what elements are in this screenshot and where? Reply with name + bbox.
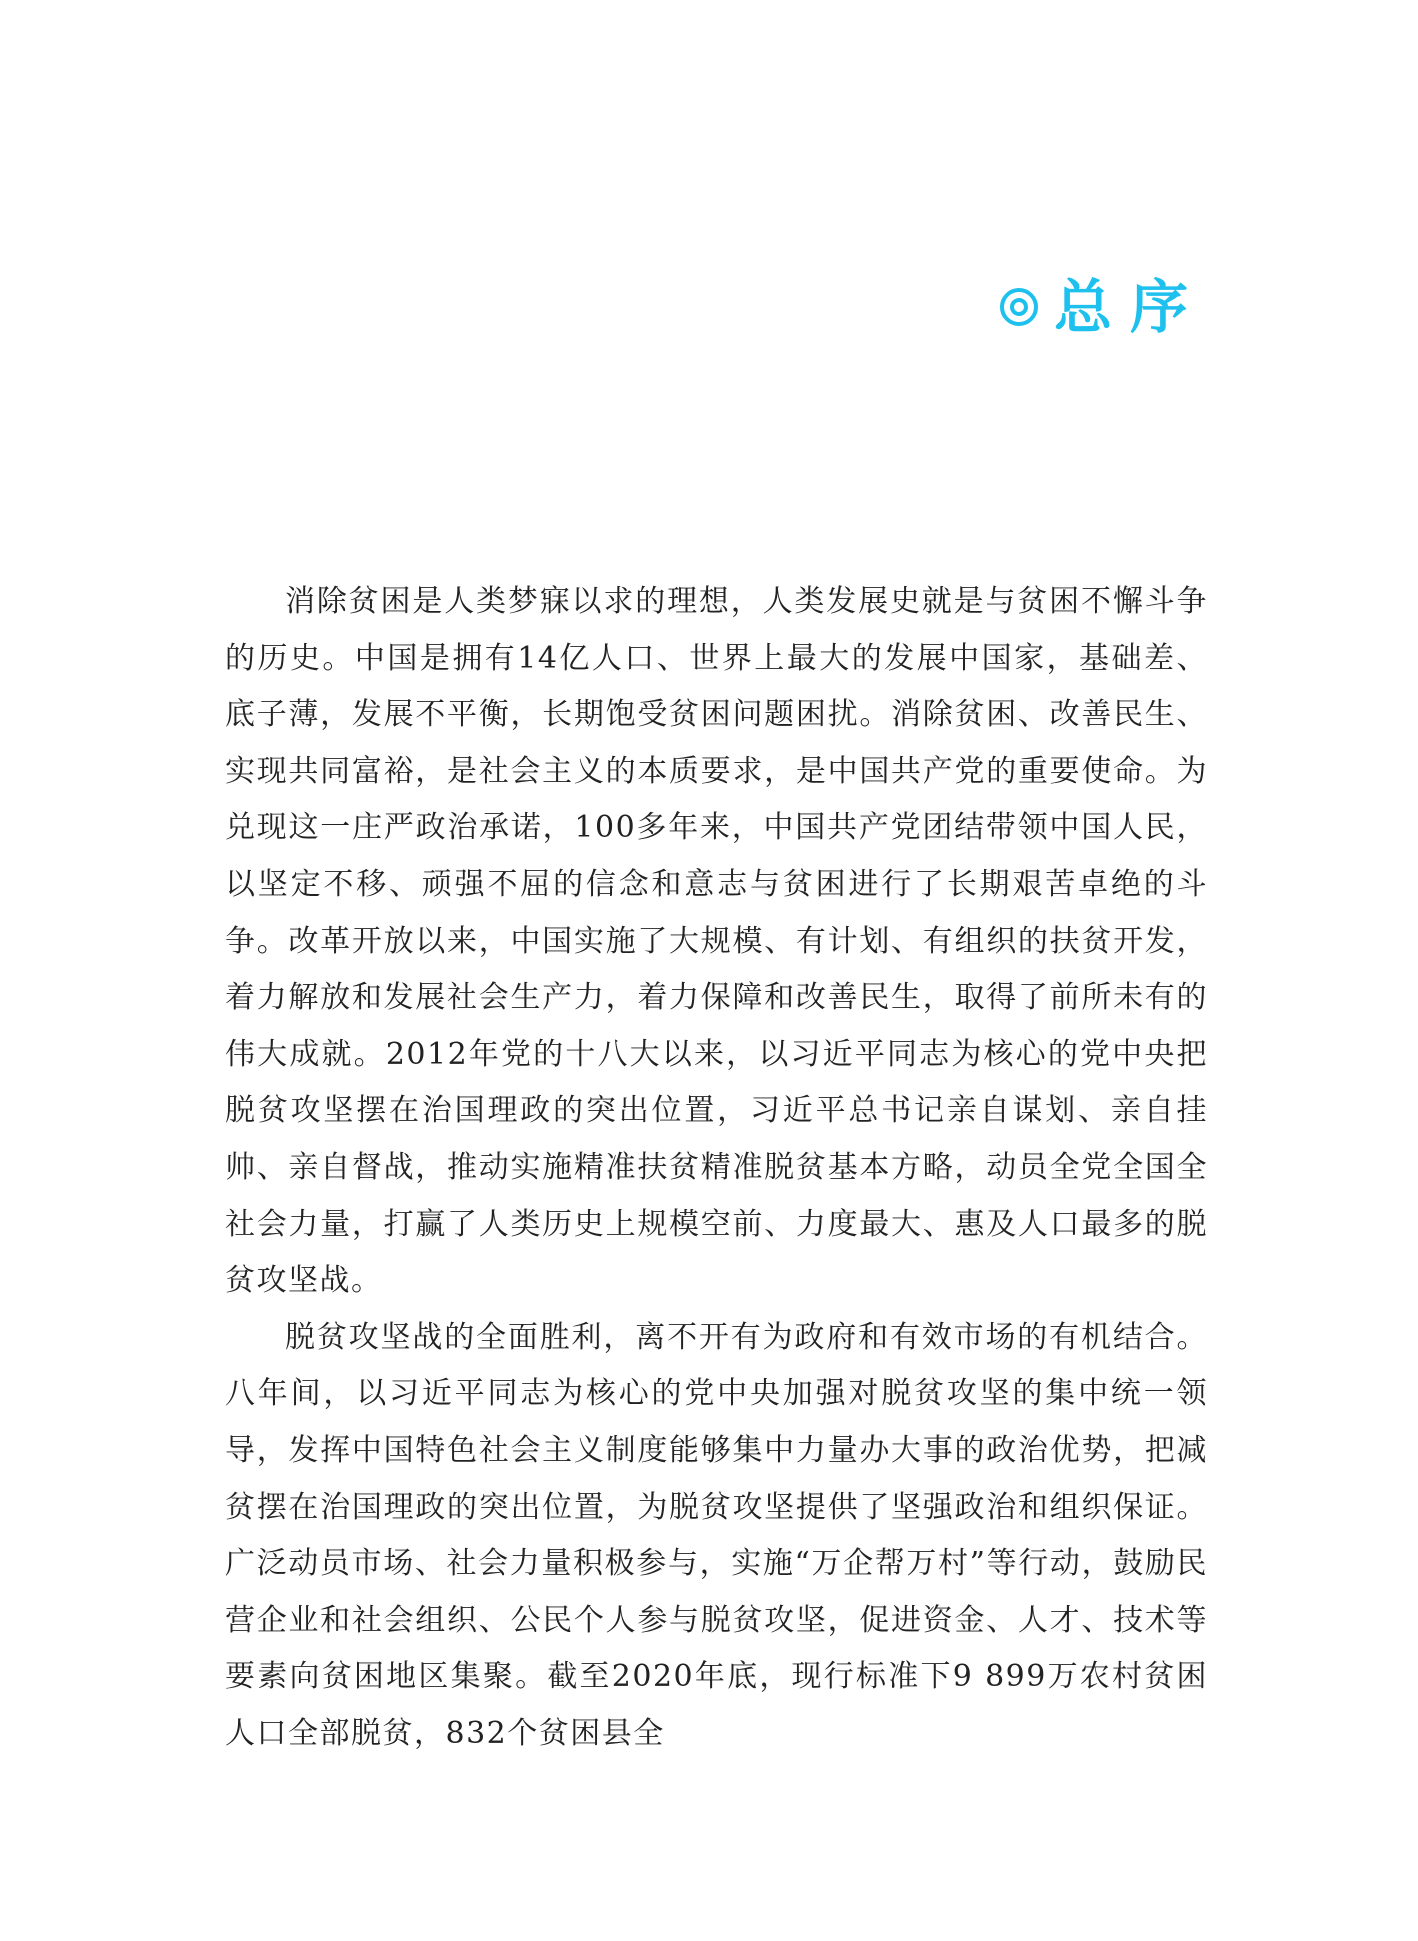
body-text <box>225 574 1208 1762</box>
paragraph: 消除贫困是人类梦寐以求的理想，人类发展史就是与贫困不懈斗争的历史。中国是拥有14亿人口、世界上最大的发展中国家，基础差、底子薄，发展不平衡，长期饱受贫困问题困扰。消除贫困、改善民生、实现共同富裕，是社会主义的本质要求，是中国共产党的重要使命。为兑现这一庄严政治承诺，100多年来，中国共产党团结带领中国人民，以坚定不移、顽强不屈的信念和意志与贫困进行了长期艰苦卓绝的斗争。改革开放以来，中国实施了大规模、有计划、有组织的扶贫开发，着力解放和发展社会生产力，着力保障和改善民生，取得了前所未有的伟大成就。2012年党的十八大以来，以习近平同志为核心的党中央把脱贫攻坚摆在治国理政的突出位置，习近平总书记亲自谋划、亲自挂帅、亲自督战，推动实施精准扶贫精准脱贫基本方略，动员全党全国全社会力量，打赢了人类历史上规模空前、力度最大、惠及人口最多的脱贫攻坚战。 <box>225 584 1208 1299</box>
paragraph: 脱贫攻坚战的全面胜利，离不开有为政府和有效市场的有机结合。八年间，以习近平同志为核心的党中央加强对脱贫攻坚的集中统一领导，发挥中国特色社会主义制度能够集中力量办大事的政治优势，把减贫摆在治国理政的突出位置，为脱贫攻坚提供了坚强政治和组织保证。广泛动员市场、社会力量积极参与，实施“万企帮万村”等行动，鼓励民营企业和社会组织、公民个人参与脱贫攻坚，促进资金、人才、技术等要素向贫困地区集聚。截至2020年底，现行标准下9 899万农村贫困人口全部脱贫，832个贫困县全 <box>225 1319 1208 1751</box>
double-circle-icon <box>1000 288 1038 326</box>
section-heading <box>1000 273 1206 341</box>
section-title: 总序 <box>1053 273 1206 341</box>
